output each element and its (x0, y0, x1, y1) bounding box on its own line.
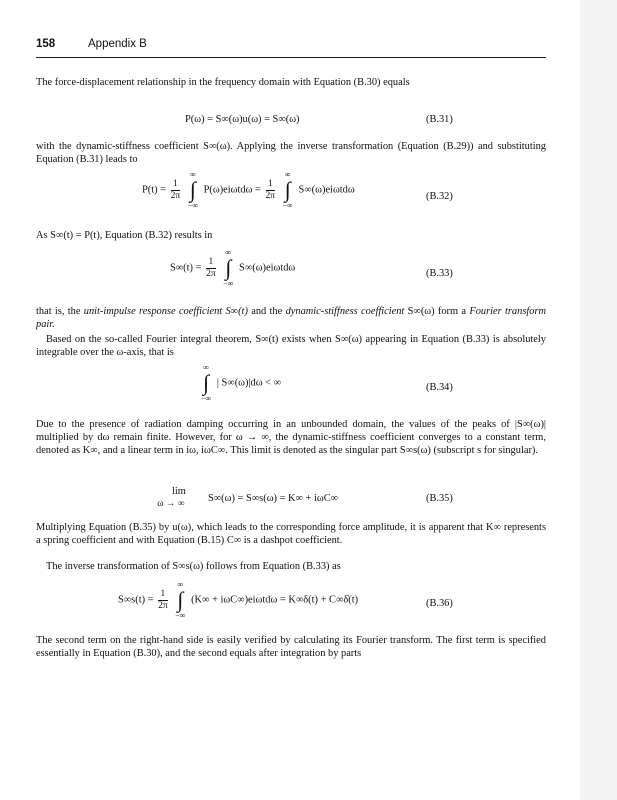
viewer-side-panel (580, 0, 617, 800)
page-number: 158 (36, 38, 56, 50)
b32-integral-1: ∞ ∫ −∞ (187, 170, 199, 210)
b32-fraction-1: $\frac{1}{2\pi}$ (170, 178, 181, 201)
equation-b32 (142, 170, 355, 210)
paragraph-4: that is, the unit-impulse response coefficient S∞(t) and the dynamic-stiffness coefficient S∞(ω) form a Fourier transform pair. (36, 306, 546, 330)
b36-lhs: S∞s(t) = (118, 594, 154, 606)
running-header: Appendix B (88, 38, 147, 50)
b33-lhs: S∞(t) = (170, 262, 202, 274)
b32-fraction-2: $\frac{1}{2\pi}$ (265, 178, 276, 201)
equation-number-b32: (B.32) (426, 191, 453, 202)
equation-number-b31: (B.31) (426, 114, 453, 125)
equation-b31: P(ω) = S∞(ω)u(ω) = S∞(ω) (185, 114, 300, 125)
b36-integral: ∞ ∫ −∞ (175, 580, 186, 620)
b33-integral: ∞ ∫ −∞ (223, 248, 234, 288)
paragraph-8: The inverse transformation of S∞s(ω) follows from Equation (B.33) as (46, 561, 341, 572)
equation-b35-lim: lim ω → ∞ (157, 486, 186, 509)
equation-b34 (198, 363, 281, 403)
header-rule (36, 57, 546, 58)
b32-lhs: P(t) = (142, 184, 167, 196)
b33-integrand: S∞(ω)eiωtdω (239, 262, 296, 274)
b36-integrand: (K∞ + iωC∞)eiωtdω = K∞δ(t) + C∞δ̇(t) (191, 594, 359, 606)
equation-b33 (170, 248, 295, 288)
paragraph-7: Multiplying Equation (B.35) by u(ω), which leads to the corresponding force amplitude, it is apparent that K∞ represents a spring coefficient and with Equation (B.15) C∞ is a dashpot coefficient. (36, 522, 546, 546)
paragraph-3: As S∞(t) = P(t), Equation (B.32) results in (36, 230, 213, 241)
b32-integral-2: ∞ ∫ −∞ (282, 170, 293, 210)
paragraph-1: The force-displacement relationship in the frequency domain with Equation (B.30) equals (36, 77, 410, 88)
b34-integral: ∞ ∫ −∞ (201, 363, 212, 403)
equation-number-b36: (B.36) (426, 598, 453, 609)
equation-number-b33: (B.33) (426, 268, 453, 279)
b32-integrand-2: S∞(ω)eiωtdω (298, 184, 355, 196)
b34-integrand: | S∞(ω)|dω < ∞ (216, 377, 282, 389)
paragraph-5: Based on the so-called Fourier integral theorem, S∞(t) exists when S∞(ω) appearing in Equation (B.33) is absolutely integrable over the ω-axis, that is (36, 334, 546, 358)
equation-number-b35: (B.35) (426, 493, 453, 504)
b32-integrand-1: P(ω)eiωtdω = (203, 184, 261, 196)
equation-number-b34: (B.34) (426, 382, 453, 393)
paragraph-2: with the dynamic-stiffness coefficient S∞(ω). Applying the inverse transformation (Equation (B.29)) and substituting Equation (B.31) leads to (36, 141, 546, 165)
b36-fraction: $\frac{1}{2\pi}$ (158, 588, 168, 611)
b33-fraction: $\frac{1}{2\pi}$ (206, 256, 216, 279)
equation-b35: S∞(ω) = S∞s(ω) = K∞ + iωC∞ (208, 493, 339, 504)
paragraph-9: The second term on the right-hand side is easily verified by calculating its Fourier transform. The first term is specified essentially in Equation (B.30), and the second equals after integration by parts (36, 635, 546, 659)
paragraph-6: Due to the presence of radiation damping occurring in an unbounded domain, the values of the peaks of |S∞(ω)| multiplied by dω remain finite. However, for ω → ∞, the dynamic-stiffness coefficient converges to a constant term, denoted as K∞, and a linear term in iω, iωC∞. This limit is denoted as the singular part S∞s(ω) (subscript s for singular). (36, 419, 546, 456)
equation-b36 (118, 580, 358, 620)
